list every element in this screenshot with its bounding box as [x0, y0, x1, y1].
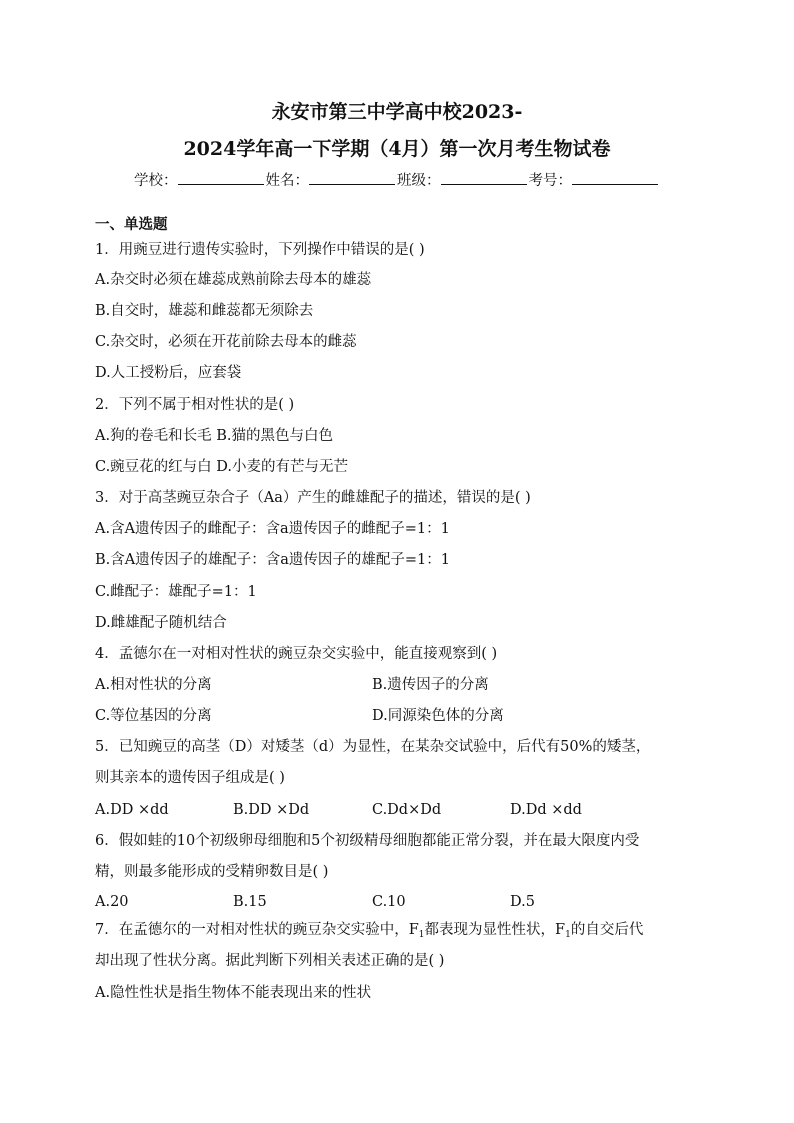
f1-subscript-second: 1 — [565, 930, 571, 940]
class-field — [397, 170, 529, 191]
question-6-option-c: C.10 — [372, 894, 406, 910]
school-label: 学校： — [134, 173, 178, 189]
question-6-stem-line1: 6．假如蛙的10个初级卵母细胞和5个初级精母细胞都能正常分裂，并在最大限度内受 — [95, 833, 640, 849]
question-5-stem-line1: 5．已知豌豆的高茎（D）对矮茎（d）为显性，在某杂交试验中，后代有50%的矮茎， — [95, 739, 651, 755]
exam-number-blank — [572, 170, 658, 185]
question-3-stem: 3．对于高茎豌豆杂合子（Aa）产生的雌雄配子的描述，错误的是( ) — [95, 490, 531, 506]
question-7-stem-part3: 的自交后代 — [570, 922, 644, 938]
question-3-option-b: B.含A遗传因子的雄配子：含a遗传因子的雄配子=1：1 — [95, 552, 450, 568]
name-blank — [309, 170, 395, 185]
name-field — [266, 170, 398, 191]
question-6-option-a: A.20 — [95, 894, 129, 910]
question-2-options-row1: A.狗的卷毛和长毛 B.猫的黑色与白色 — [95, 428, 333, 444]
question-4-option-d: D.同源染色体的分离 — [372, 708, 504, 724]
question-2-options-row2: C.豌豆花的红与白 D.小麦的有芒与无芒 — [95, 459, 349, 475]
question-5-stem-line2: 则其亲本的遗传因子组成是( ) — [95, 770, 285, 786]
question-3-option-c: C.雌配子：雄配子=1：1 — [95, 584, 257, 600]
question-3-option-d: D.雌雄配子随机结合 — [95, 615, 227, 631]
question-5-option-c: C.Dd×Dd — [372, 802, 442, 818]
question-7-option-a: A.隐性性状是指生物体不能表现出来的性状 — [95, 985, 372, 1001]
student-info-row — [0, 170, 794, 191]
exam-title-line1: 永安市第三中学高中校2023- — [271, 101, 523, 123]
question-4-option-b: B.遗传因子的分离 — [372, 677, 489, 693]
question-7-stem-line1 — [95, 920, 643, 940]
question-7-stem-part1: 7．在孟德尔的一对相对性状的豌豆杂交实验中，F — [95, 922, 419, 938]
exam-title-line2: 2024学年高一下学期（4月）第一次月考生物试卷 — [183, 138, 611, 160]
question-7-stem-line2: 却出现了性状分离。据此判断下列相关表述正确的是( ) — [95, 953, 445, 969]
question-1-option-d: D.人工授粉后，应套袋 — [95, 365, 242, 381]
question-7-stem-part2: 都表现为显性性状，F — [424, 922, 566, 938]
question-6-option-d: D.5 — [510, 894, 535, 910]
class-label: 班级： — [397, 173, 441, 189]
section-title: 一、单选题 — [95, 216, 168, 233]
question-4-stem: 4．孟德尔在一对相对性状的豌豆杂交实验中，能直接观察到( ) — [95, 646, 498, 662]
question-1-stem: 1．用豌豆进行遗传实验时，下列操作中错误的是( ) — [95, 242, 425, 258]
question-5-option-a: A.DD ×dd — [95, 802, 169, 818]
question-6-option-b: B.15 — [233, 894, 267, 910]
question-1-option-c: C.杂交时，必须在开花前除去母本的雌蕊 — [95, 334, 357, 350]
class-blank — [441, 170, 527, 185]
school-blank — [178, 170, 264, 185]
f1-subscript: 1 — [418, 930, 425, 940]
question-6-stem-line2: 精，则最多能形成的受精卵数目是( ) — [95, 864, 329, 880]
question-1-option-b: B.自交时，雄蕊和雌蕊都无须除去 — [95, 303, 314, 319]
question-5-option-b: B.DD ×Dd — [233, 802, 310, 818]
question-4-option-c: C.等位基因的分离 — [95, 708, 212, 724]
question-4-option-a: A.相对性状的分离 — [95, 677, 212, 693]
name-label: 姓名： — [265, 173, 309, 189]
school-field — [134, 170, 266, 191]
question-5-option-d: D.Dd ×dd — [510, 802, 582, 818]
question-3-option-a: A.含A遗传因子的雌配子：含a遗传因子的雌配子=1：1 — [95, 521, 450, 537]
exam-number-label: 考号： — [528, 173, 572, 189]
exam-number-field — [529, 170, 661, 191]
question-1-option-a: A.杂交时必须在雄蕊成熟前除去母本的雄蕊 — [95, 272, 372, 288]
question-2-stem: 2．下列不属于相对性状的是( ) — [95, 397, 295, 413]
